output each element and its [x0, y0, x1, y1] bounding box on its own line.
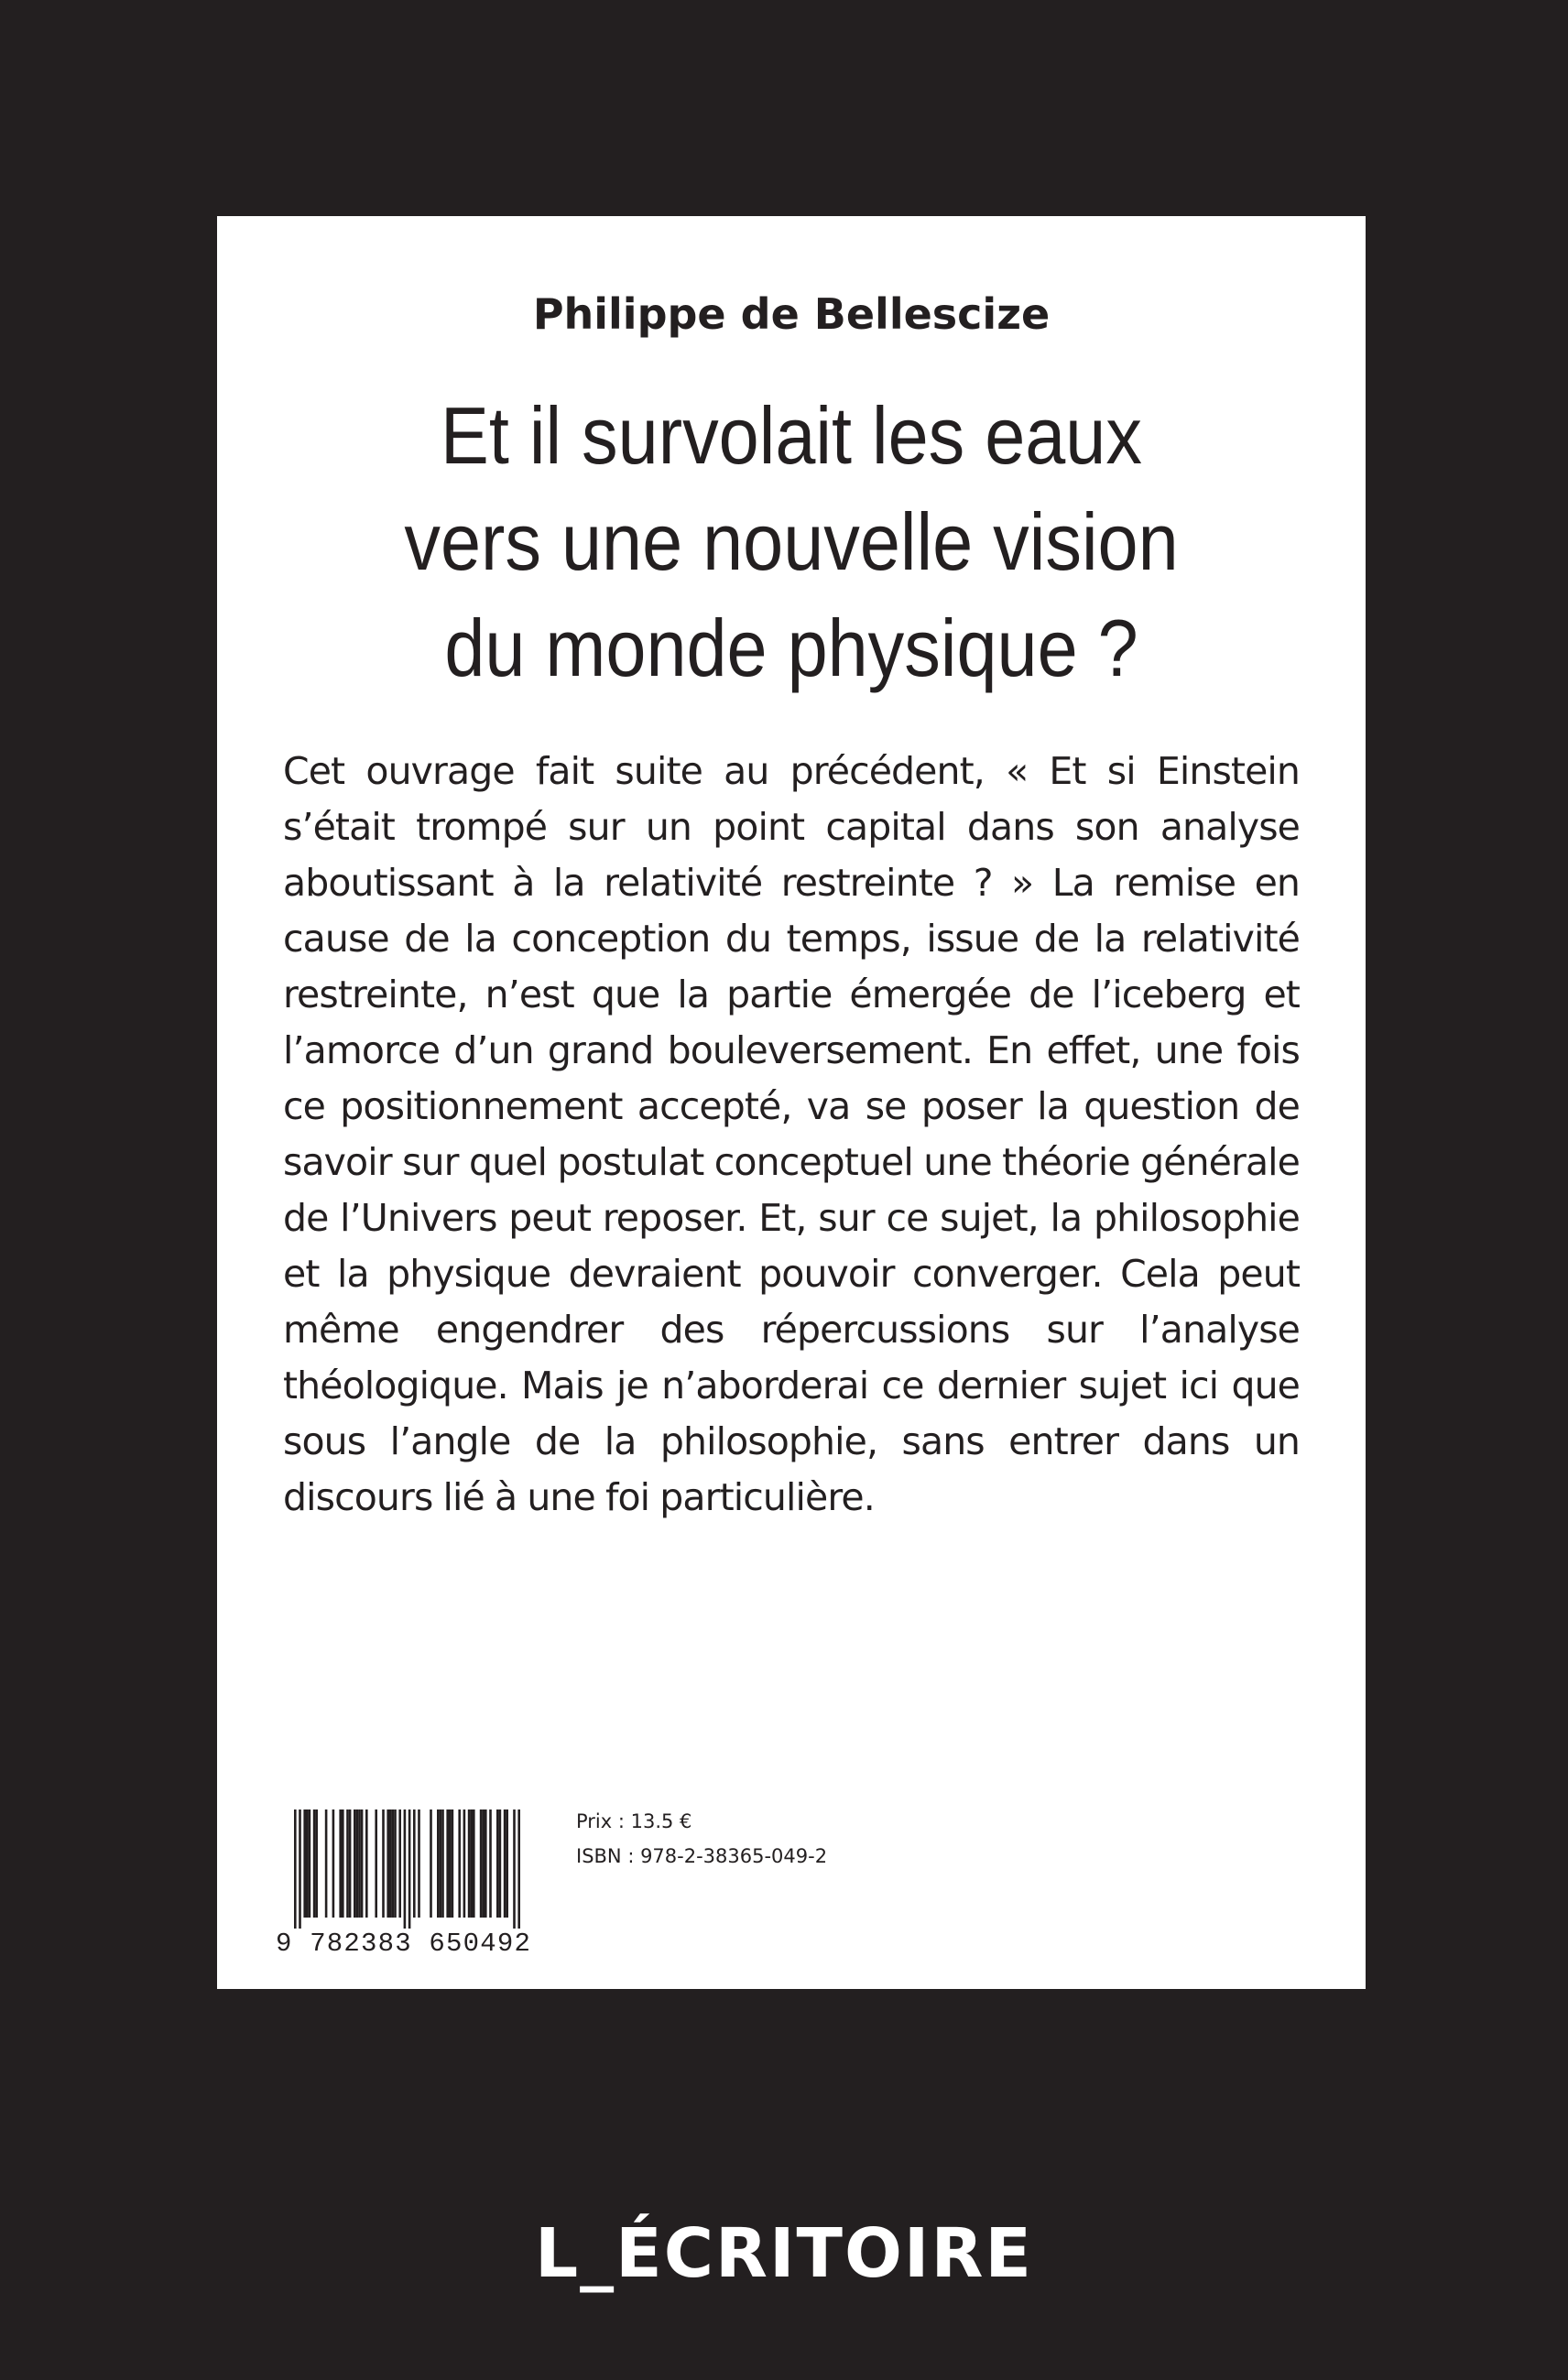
barcode-bar: [356, 1809, 359, 1918]
barcode-bar: [339, 1809, 342, 1918]
barcode-bar: [332, 1809, 335, 1918]
barcode-bar: [389, 1809, 392, 1918]
barcode-bar: [418, 1809, 420, 1918]
barcode-bar: [342, 1809, 344, 1918]
barcode-bar: [440, 1809, 442, 1918]
barcode-bar: [458, 1809, 461, 1918]
barcode-bar: [394, 1809, 397, 1918]
barcode-bar: [313, 1809, 316, 1918]
barcode-bar: [470, 1809, 473, 1918]
barcode-bar: [463, 1809, 466, 1918]
white-content-panel: [217, 216, 1366, 1989]
barcode-bar: [392, 1809, 395, 1918]
barcode-bar: [496, 1809, 499, 1918]
barcode-bar: [387, 1809, 389, 1918]
barcode-bar: [299, 1809, 301, 1929]
price-info: [576, 1804, 827, 1874]
barcode-digits: 9 782383 650492: [276, 1929, 532, 1959]
barcode-bar: [404, 1809, 407, 1929]
barcode-bar: [480, 1809, 483, 1918]
barcode-bar: [437, 1809, 440, 1918]
barcode-bar: [441, 1809, 444, 1918]
title-line: du monde physique ?: [444, 603, 1138, 693]
barcode-bar: [449, 1809, 452, 1918]
barcode-bar: [325, 1809, 328, 1918]
author-name: Philippe de Bellescize: [532, 289, 1051, 339]
title-line: Et il survolait les eaux: [441, 390, 1142, 481]
barcode-bar: [309, 1809, 311, 1918]
isbn-text: ISBN : 978-2-38365-049-2: [576, 1845, 828, 1867]
barcode-bar: [375, 1809, 377, 1918]
barcode-bar: [485, 1809, 487, 1918]
barcode-bar: [452, 1809, 454, 1918]
barcode-bar: [468, 1809, 471, 1918]
barcode-bars: [276, 1808, 528, 1929]
barcode-bar: [354, 1809, 356, 1918]
barcode-bar: [382, 1809, 385, 1918]
barcode-bar: [365, 1809, 368, 1918]
barcode-bar: [517, 1809, 520, 1929]
barcode-bar: [358, 1809, 361, 1918]
barcode-bar: [499, 1809, 502, 1918]
barcode-bar: [398, 1809, 401, 1918]
barcode-bar: [413, 1809, 416, 1918]
barcode-bar: [482, 1809, 485, 1918]
barcode-bar: [473, 1809, 475, 1918]
price-text: Prix : 13.5 €: [576, 1810, 692, 1832]
barcode-bar: [489, 1809, 492, 1918]
isbn-barcode: [276, 1808, 532, 1965]
barcode-bar: [303, 1809, 306, 1918]
barcode-bar: [315, 1809, 318, 1918]
barcode-bar: [504, 1809, 506, 1918]
barcode-bar: [506, 1809, 508, 1918]
barcode-bar: [513, 1809, 516, 1929]
barcode-bar: [294, 1809, 297, 1929]
barcode-bar: [346, 1809, 349, 1918]
barcode-bar: [349, 1809, 352, 1918]
barcode-bar: [408, 1809, 411, 1929]
barcode-bar: [361, 1809, 364, 1918]
publisher-logo: L_ÉCRITOIRE: [535, 2214, 1033, 2293]
book-blurb: Cet ouvrage fait suite au précédent, « Et si Einstein s’était trompé sur un point capital dans son analyse aboutissant à la relativité restreinte ? » La remise en cause de la conception du temps, issue de la relativité restreinte, n’est que la partie émergée de l’iceberg et l’amorce d’un grand bouleversement. En effet, une fois ce positionnement accepté, va se poser la question de savoir sur quel postulat conceptuel une théorie générale de l’Univers peut reposer. Et, sur ce sujet, la philosophie et la physique devraient pouvoir converger. Cela peut même engendrer des répercussions sur l’analyse théologique. Mais je n’aborderai ce dernier sujet ici que sous l’angle de la philosophie, sans entrer dans un discours lié à une foi particulière.: [283, 749, 1300, 1519]
book-title: [275, 383, 1309, 701]
barcode-bar: [446, 1809, 449, 1918]
barcode-bar: [306, 1809, 309, 1918]
barcode-bar: [430, 1809, 432, 1918]
title-line: vers une nouvelle vision: [404, 496, 1179, 587]
